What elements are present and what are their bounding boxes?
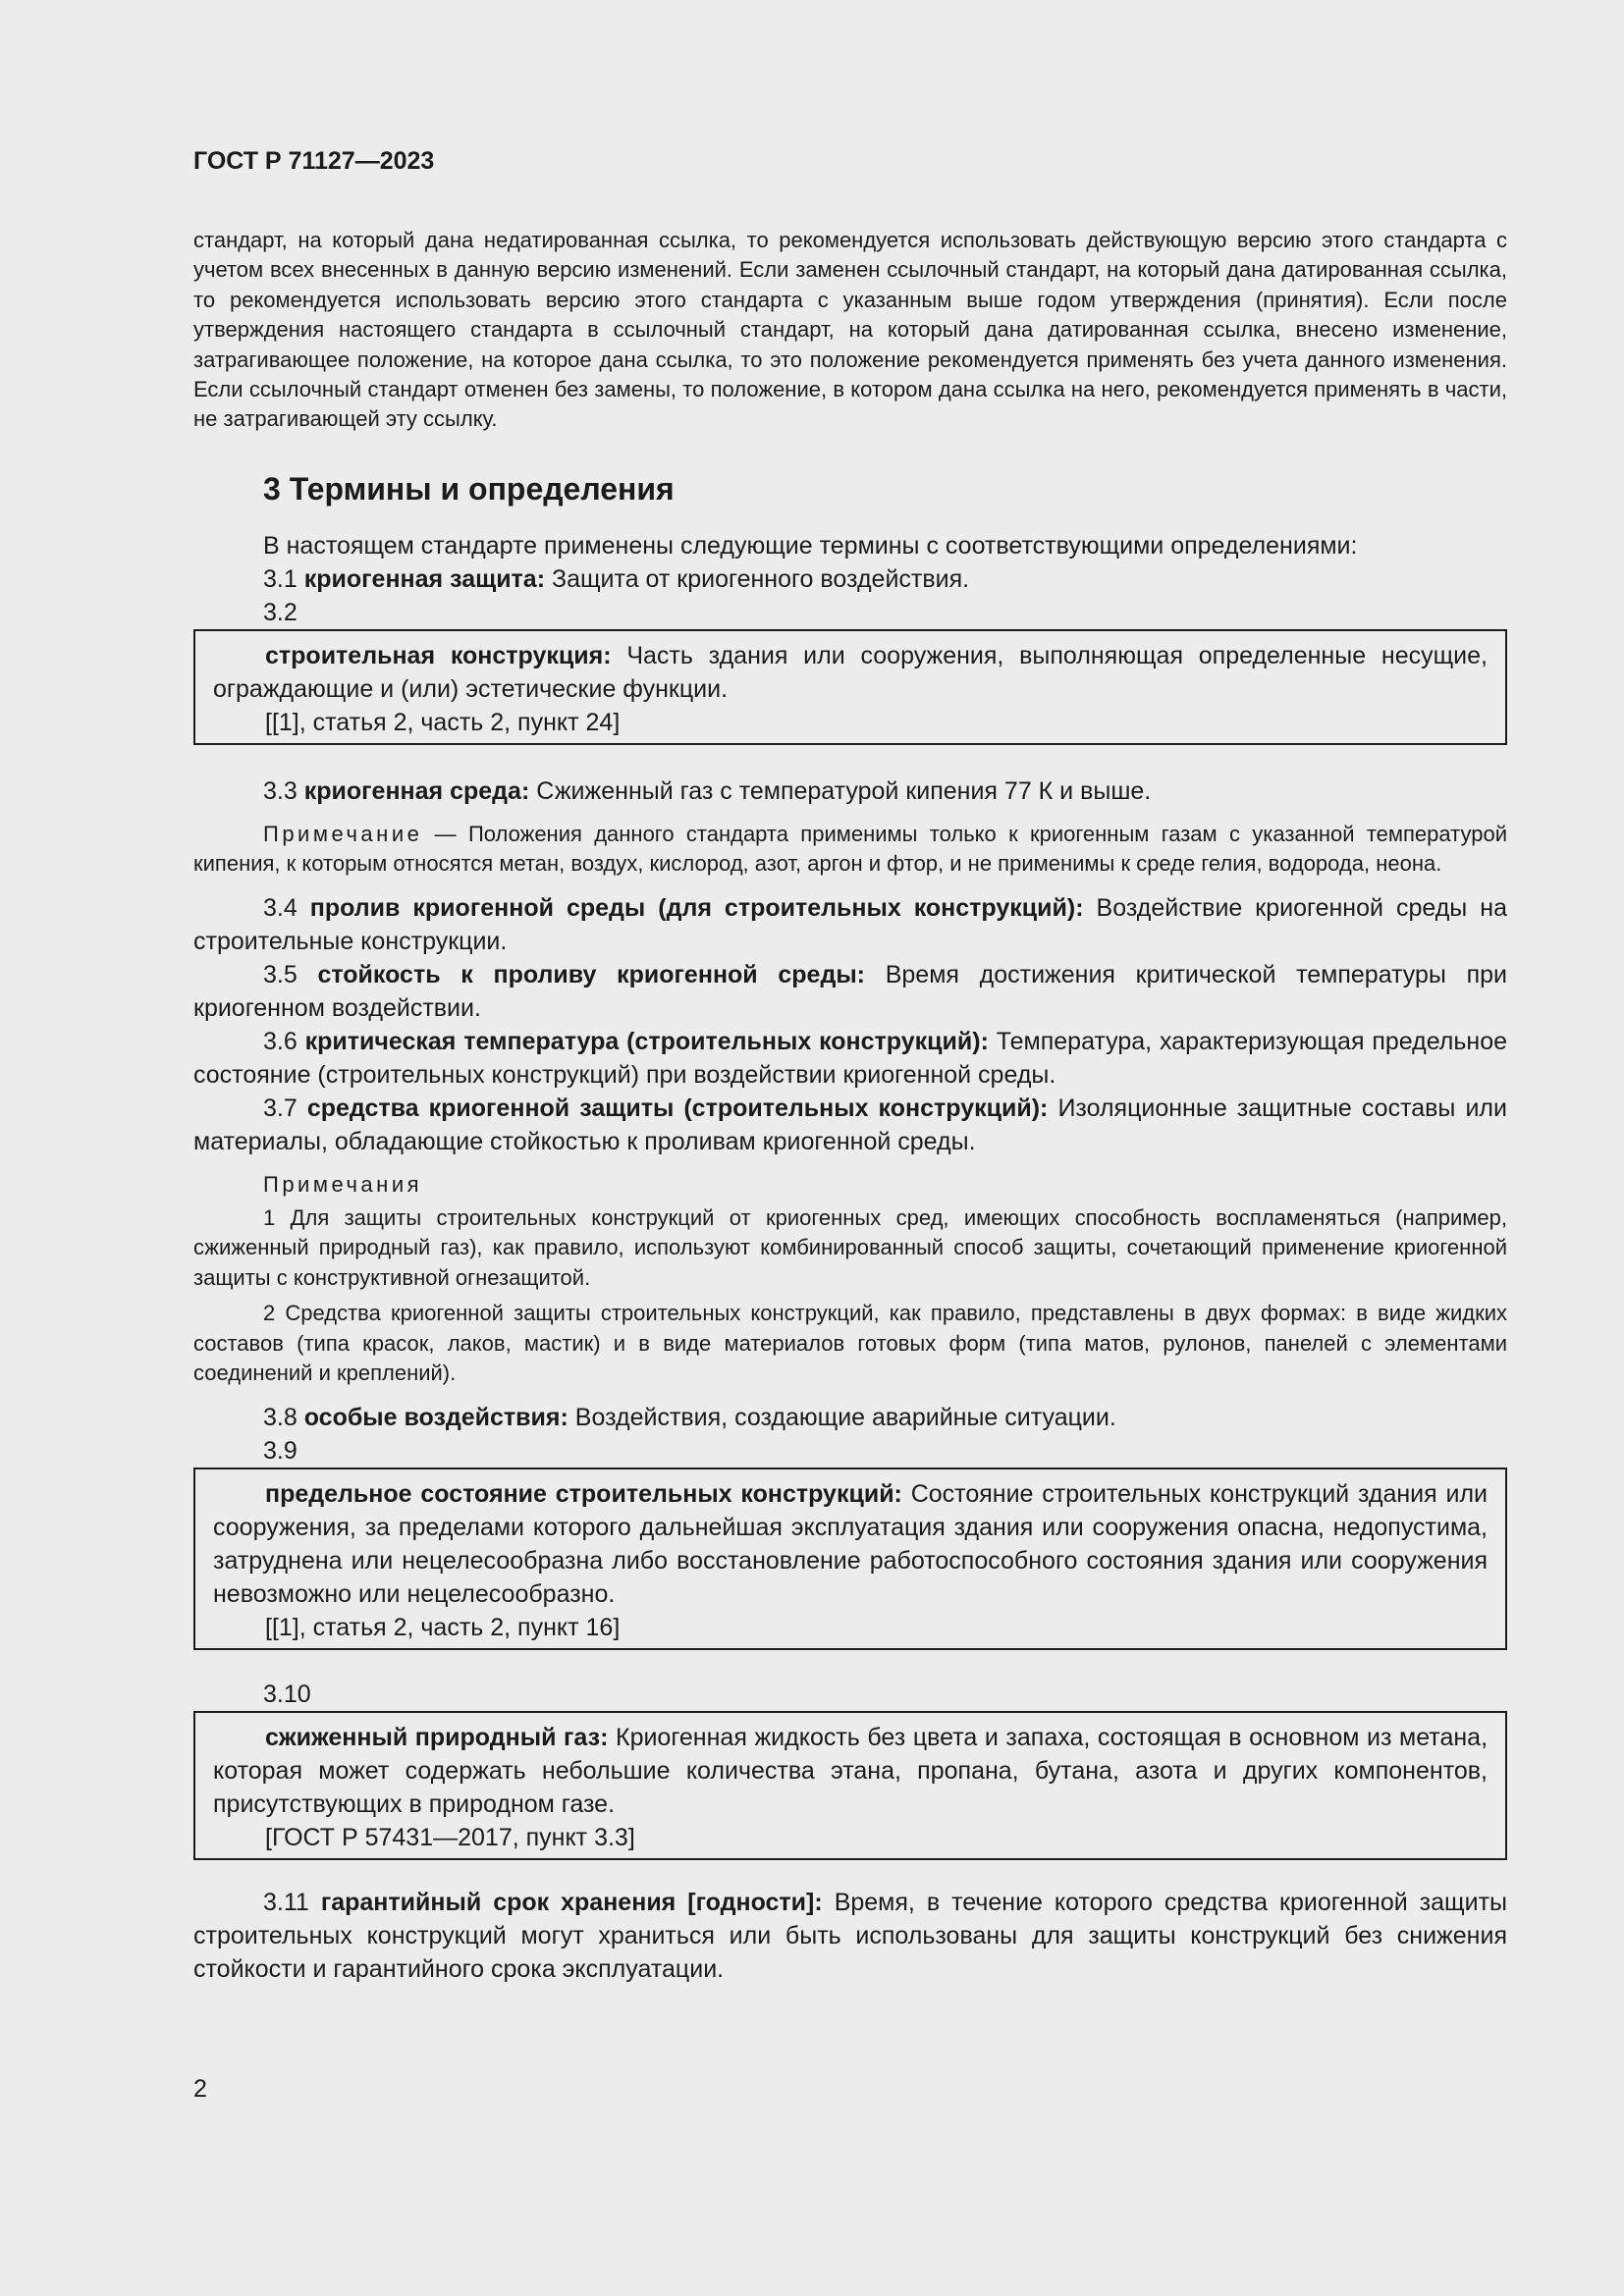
term-number: 3.4	[263, 893, 298, 922]
note-1: 1 Для защиты строительных конструкций от криогенных сред, имеющих способность воспламеняться (например, сжиженный природный газ), как правило, используют комбинированный способ защиты, сочетающий применение криогенной защиты с конструктивной огнезащитой.	[193, 1205, 1507, 1290]
term-name: криогенная защита:	[303, 564, 546, 593]
section-lead: В настоящем стандарте применены следующие термины с соответствующими определениями:	[263, 531, 1358, 560]
term-definition: Время, в течение которого средства криогенной защиты строительных конструкций могут храниться или быть использованы для защиты конструкций без снижения стойкости и гарантийного срока эксплуатации.	[193, 1888, 1507, 1983]
term-name: пролив криогенной среды (для строительных конструкций):	[309, 893, 1084, 922]
note-text: — Положения данного стандарта применимы только к криогенным газам с указанной температурой кипения, к которым относятся метан, воздух, кислород, азот, аргон и фтор, и не применимы к среде гелия, водорода, неона.	[193, 821, 1507, 877]
term-3-10	[213, 1721, 1488, 1821]
term-number: 3.8	[263, 1403, 298, 1431]
term-box-3-10	[193, 1711, 1507, 1860]
term-source: [[1], статья 2, часть 2, пункт 16]	[265, 1613, 621, 1641]
term-definition: Изоляционные защитные составы или материалы, обладающие стойкостью к проливам криогенной среды.	[193, 1094, 1507, 1155]
term-number: 3.3	[263, 776, 298, 805]
term-definition: Воздействие криогенной среды на строительные конструкции.	[193, 893, 1507, 955]
term-definition: Состояние строительных конструкций здания или сооружения, за пределами которого дальнейшая эксплуатация здания или сооружения опасна, недопустима, затруднена или нецелесообразна либо восстановление работоспособного состояния здания или сооружения невозможно или нецелесообразно.	[213, 1479, 1488, 1608]
term-3-4	[193, 891, 1507, 958]
note-3-3	[193, 820, 1507, 880]
term-3-6	[193, 1025, 1507, 1092]
term-number: 3.7	[263, 1094, 298, 1122]
term-name: сжиженный природный газ:	[265, 1723, 609, 1751]
page-content	[193, 226, 1507, 1986]
term-3-3	[193, 774, 1507, 808]
term-number-3-2: 3.2	[263, 598, 298, 626]
term-definition: Температура, характеризующая предельное состояние (строительных конструкций) при воздействии криогенной среды.	[193, 1027, 1508, 1089]
term-name: строительная конструкция:	[265, 641, 612, 669]
term-number: 3.1	[263, 564, 298, 593]
note-2: 2 Средства криогенной защиты строительных конструкций, как правило, представлены в двух формах: в виде жидких составов (типа красок, лаков, мастик) и в виде материалов готовых форм (типа матов, рулонов, панелей с элементами соединений и креплений).	[193, 1301, 1507, 1386]
intro-paragraph: стандарт, на который дана недатированная ссылка, то рекомендуется использовать действующую версию этого стандарта с учетом всех внесенных в данную версию изменений. Если заменен ссылочный стандарт, на который дана датированная ссылка, то рекомендуется использовать версию этого стандарта с указанным выше годом утверждения (принятия). Если после утверждения настоящего стандарта в ссылочный стандарт, на который дана датированная ссылка, внесено изменение, затрагивающее положение, на которое дана ссылка, то это положение рекомендуется применять без учета данного изменения. Если ссылочный стандарт отменен без замены, то положение, в котором дана ссылка на него, рекомендуется применять в части, не затрагивающей эту ссылку.	[193, 228, 1507, 432]
term-number-3-9: 3.9	[263, 1436, 298, 1465]
term-definition: Время достижения критической температуры при криогенном воздействии.	[193, 960, 1507, 1022]
term-3-11	[193, 1886, 1507, 1986]
term-definition: Сжиженный газ с температурой кипения 77 К и выше.	[536, 776, 1152, 805]
term-source: [[1], статья 2, часть 2, пункт 24]	[265, 708, 621, 736]
term-3-2	[213, 639, 1488, 706]
term-name: стойкость к проливу криогенной среды:	[317, 960, 866, 988]
term-definition: Криогенная жидкость без цвета и запаха, состоящая в основном из метана, которая может содержать небольшие количества этана, пропана, бутана, азота и других компонентов, присутствующих в природном газе.	[213, 1723, 1489, 1818]
term-definition: Часть здания или сооружения, выполняющая определенные несущие, ограждающие и (или) эстетические функции.	[213, 641, 1488, 703]
term-name: предельное состояние строительных конструкций:	[265, 1479, 902, 1508]
notes-label: Примечания	[263, 1171, 423, 1197]
term-3-9	[213, 1477, 1488, 1611]
note-label: Примечание	[263, 821, 423, 846]
term-definition: Воздействия, создающие аварийные ситуации.	[574, 1403, 1116, 1431]
page-number: 2	[193, 2075, 207, 2103]
term-name: гарантийный срок хранения [годности]:	[320, 1888, 823, 1916]
term-number: 3.5	[263, 960, 298, 988]
term-3-1	[193, 562, 1507, 596]
term-box-3-9	[193, 1468, 1507, 1650]
term-number: 3.6	[263, 1027, 298, 1055]
document-code: ГОСТ Р 71127—2023	[193, 147, 435, 175]
term-3-7	[193, 1092, 1507, 1158]
term-3-5	[193, 958, 1507, 1025]
term-3-8	[193, 1401, 1507, 1434]
term-number-3-10: 3.10	[263, 1680, 311, 1708]
term-number: 3.11	[263, 1888, 309, 1916]
term-source: [ГОСТ Р 57431—2017, пункт 3.3]	[265, 1823, 635, 1851]
term-name: особые воздействия:	[303, 1403, 568, 1431]
term-definition: Защита от криогенного воздействия.	[551, 564, 970, 593]
term-name: средства криогенной защиты (строительных конструкций):	[306, 1094, 1049, 1122]
term-box-3-2	[193, 629, 1507, 745]
term-name: криогенная среда:	[303, 776, 530, 805]
term-name: критическая температура (строительных конструкций):	[304, 1027, 989, 1055]
section-title: 3 Термины и определения	[263, 470, 675, 507]
